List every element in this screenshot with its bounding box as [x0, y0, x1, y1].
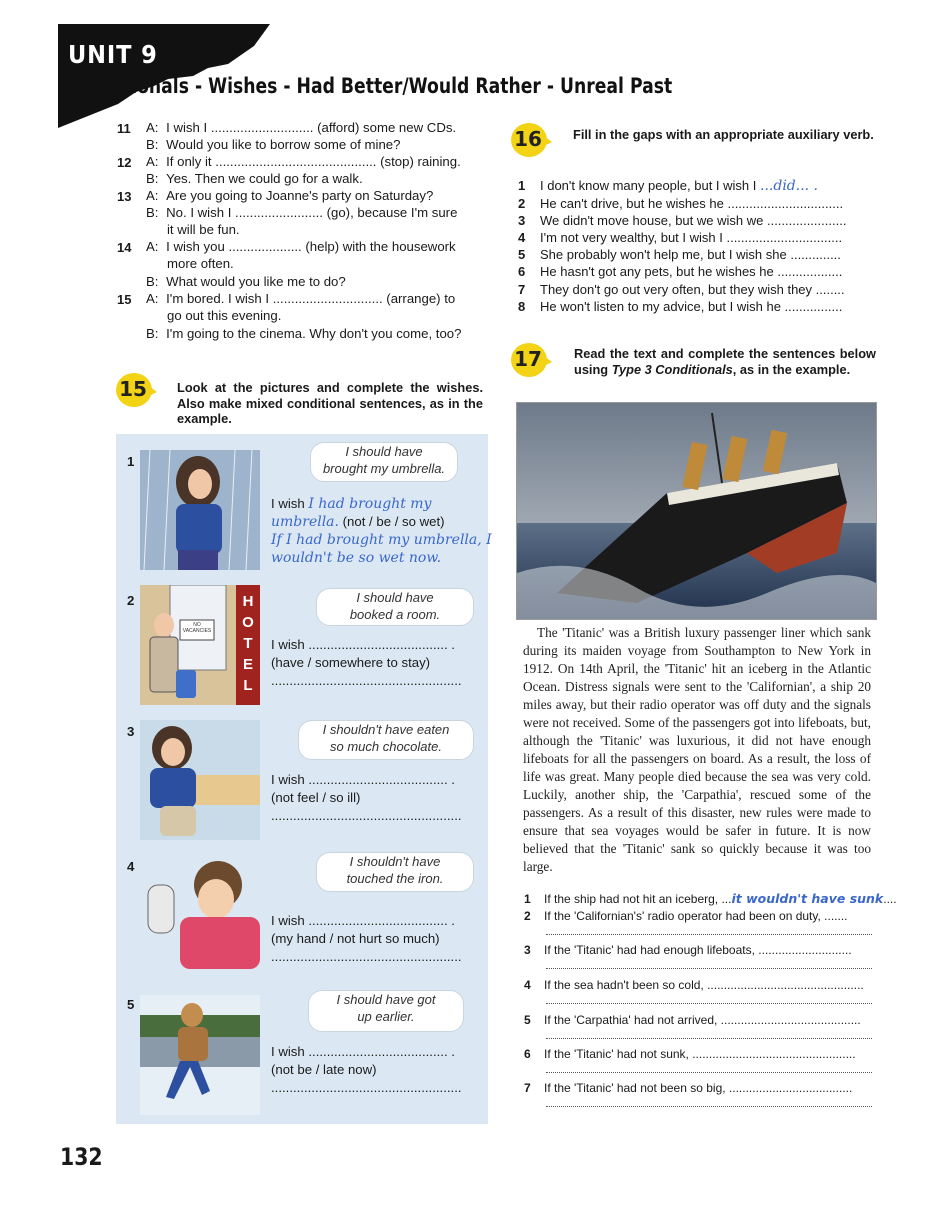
item-number: 1: [127, 454, 135, 469]
dialogue-line: A: I wish I ............................ (afford) some new CDs.: [146, 120, 457, 135]
list-item[interactable]: 4 If the sea hadn't been so cold, ...............................................: [524, 978, 864, 992]
wish-line[interactable]: I wish ...................................... .: [271, 913, 455, 928]
page-number: 132: [60, 1143, 103, 1171]
dialogue-line: more often.: [167, 256, 234, 271]
exercise-15-badge: 15: [115, 372, 157, 408]
item-number: 13: [117, 189, 132, 204]
conditional-answer: If I had brought my umbrella, I: [271, 532, 492, 548]
wish-cue: (my hand / not hurt so much): [271, 931, 440, 946]
girl-in-rain-picture: [140, 450, 260, 570]
item-number: 15: [117, 292, 132, 307]
wish-line[interactable]: I wish ...................................... .: [271, 1044, 455, 1059]
answer-line[interactable]: [546, 1003, 872, 1004]
list-item[interactable]: 7 They don't go out very often, but they wish they ........: [518, 282, 845, 297]
exercise-16-badge: 16: [510, 122, 552, 158]
answer-line[interactable]: ....................................................: [271, 673, 462, 688]
item-number: 5: [127, 997, 135, 1012]
wish-cue: (have / somewhere to stay): [271, 655, 431, 670]
wish-cue: (not be / late now): [271, 1062, 377, 1077]
dialogue-line: A: I'm bored. I wish I .............................. (arrange) to: [146, 291, 456, 306]
item-number: 14: [117, 240, 132, 255]
item-number: 11: [117, 121, 131, 136]
thought-bubble: I should have booked a room.: [316, 588, 474, 626]
list-item[interactable]: 2 If the 'Californian's' radio operator had been on duty, .......: [524, 909, 848, 923]
list-item[interactable]: 4 I'm not very wealthy, but I wish I ................................: [518, 230, 843, 245]
thought-bubble: I should have brought my umbrella.: [310, 442, 458, 482]
answer-line[interactable]: [546, 968, 872, 969]
dialogue-line: B: What would you like me to do?: [146, 274, 346, 289]
list-item[interactable]: 2 He can't drive, but he wishes he ................................: [518, 196, 844, 211]
dialogue-line: A: Are you going to Joanne's party on Saturday?: [146, 188, 434, 203]
dialogue-line: A: I wish you .................... (help) with the housework: [146, 239, 456, 254]
list-item[interactable]: 5 She probably won't help me, but I wish she ..............: [518, 247, 841, 262]
dialogue-line: B: Yes. Then we could go for a walk.: [146, 171, 363, 186]
wish-line[interactable]: I wish ...................................... .: [271, 637, 455, 652]
answer-line[interactable]: ....................................................: [271, 949, 462, 964]
exercise-17-instruction: Read the text and complete the sentences below using Type 3 Conditionals, as in the example.: [574, 346, 876, 377]
conditional-answer: wouldn't be so wet now.: [271, 550, 442, 566]
answer-line[interactable]: [546, 934, 872, 935]
item-number: 4: [127, 859, 135, 874]
list-item[interactable]: 6 If the 'Titanic' had not sunk, .................................................: [524, 1047, 856, 1061]
exercise-15-instruction: Look at the pictures and complete the wishes. Also make mixed conditional sentences, as in the example.: [177, 380, 483, 426]
dialogue-line: B: Would you like to borrow some of mine?: [146, 137, 401, 152]
titanic-sinking-picture: [516, 402, 877, 620]
unit-subtitle: Conditionals - Wishes - Had Better/Would Rather - Unreal Past: [68, 74, 673, 98]
dialogue-line: B: No. I wish I ........................ (go), because I'm sure: [146, 205, 458, 220]
dialogue-line: B: I'm going to the cinema. Why don't you come, too?: [146, 326, 462, 341]
exercise-16-instruction: Fill in the gaps with an appropriate auxiliary verb.: [573, 127, 874, 142]
sick-boy-picture: [140, 720, 260, 840]
dialogue-line: A: If only it ............................................ (stop) raining.: [146, 154, 461, 169]
exercise-17-badge: 17: [510, 342, 552, 378]
answer-line[interactable]: [546, 1038, 872, 1039]
answer-line[interactable]: ....................................................: [271, 1080, 462, 1095]
list-item[interactable]: 7 If the 'Titanic' had not been so big, .....................................: [524, 1081, 853, 1095]
thought-bubble: I shouldn't have eaten so much chocolate.: [298, 720, 474, 760]
boy-burnt-hand-picture: [140, 855, 260, 975]
wish-line[interactable]: I wish I had brought my: [271, 496, 432, 512]
list-item[interactable]: 6 He hasn't got any pets, but he wishes he ..................: [518, 264, 843, 279]
list-item[interactable]: 3 If the 'Titanic' had had enough lifeboats, ............................: [524, 943, 852, 957]
list-item[interactable]: 8 He won't listen to my advice, but I wish he ................: [518, 299, 843, 314]
titanic-article: The 'Titanic' was a British luxury passenger liner which sank during its maiden voyage from Southampton to New York in 1912. On 14th April, the 'Titanic' hit an iceberg in the Atlantic Ocean. Distress signals were sent to the 'Californian', a ship 20 miles away, but their radio operator was off duty and the signals were not received. Some of the passengers got into lifeboats, but, although the 'Titanic' was luxurious, it did not have enough lifeboats for all the passengers on board. As a result, the loss of life was great. Many people died because the sea was very cold. Luckily, another ship, the 'Carpathia', rescued some of the passengers. As a result of this disaster, new rules were made to ensure that sea voyages would be safer in future. It is now believed that the 'Titanic' sank so quickly because it was too large.: [523, 625, 871, 874]
no-vacancies-sign: NO VACANCIES: [182, 622, 212, 634]
answer-line[interactable]: [546, 1072, 872, 1073]
list-item[interactable]: 5 If the 'Carpathia' had not arrived, ..........................................: [524, 1013, 861, 1027]
list-item[interactable]: 1 I don't know many people, but I wish I ...did... .: [518, 178, 819, 194]
wish-line[interactable]: I wish ...................................... .: [271, 772, 455, 787]
dialogue-line: go out this evening.: [167, 308, 282, 323]
hotel-picture: [140, 585, 260, 705]
list-item[interactable]: 1 If the ship had not hit an iceberg, ...it wouldn't have sunk....: [524, 891, 897, 906]
unit-label: UNIT 9: [68, 40, 158, 69]
thought-bubble: I should have got up earlier.: [308, 990, 464, 1032]
dialogue-line: it will be fun.: [167, 222, 240, 237]
item-number: 12: [117, 155, 132, 170]
running-boy-picture: [140, 995, 260, 1115]
wish-line-cont: umbrella. (not / be / so wet): [271, 514, 445, 530]
item-number: 2: [127, 593, 135, 608]
item-number: 3: [127, 724, 135, 739]
hotel-sign: H O T E L: [242, 593, 254, 694]
answer-line[interactable]: [546, 1106, 872, 1107]
list-item[interactable]: 3 We didn't move house, but we wish we ......................: [518, 213, 847, 228]
answer-line[interactable]: ....................................................: [271, 808, 462, 823]
wish-cue: (not feel / so ill): [271, 790, 361, 805]
thought-bubble: I shouldn't have touched the iron.: [316, 852, 474, 892]
